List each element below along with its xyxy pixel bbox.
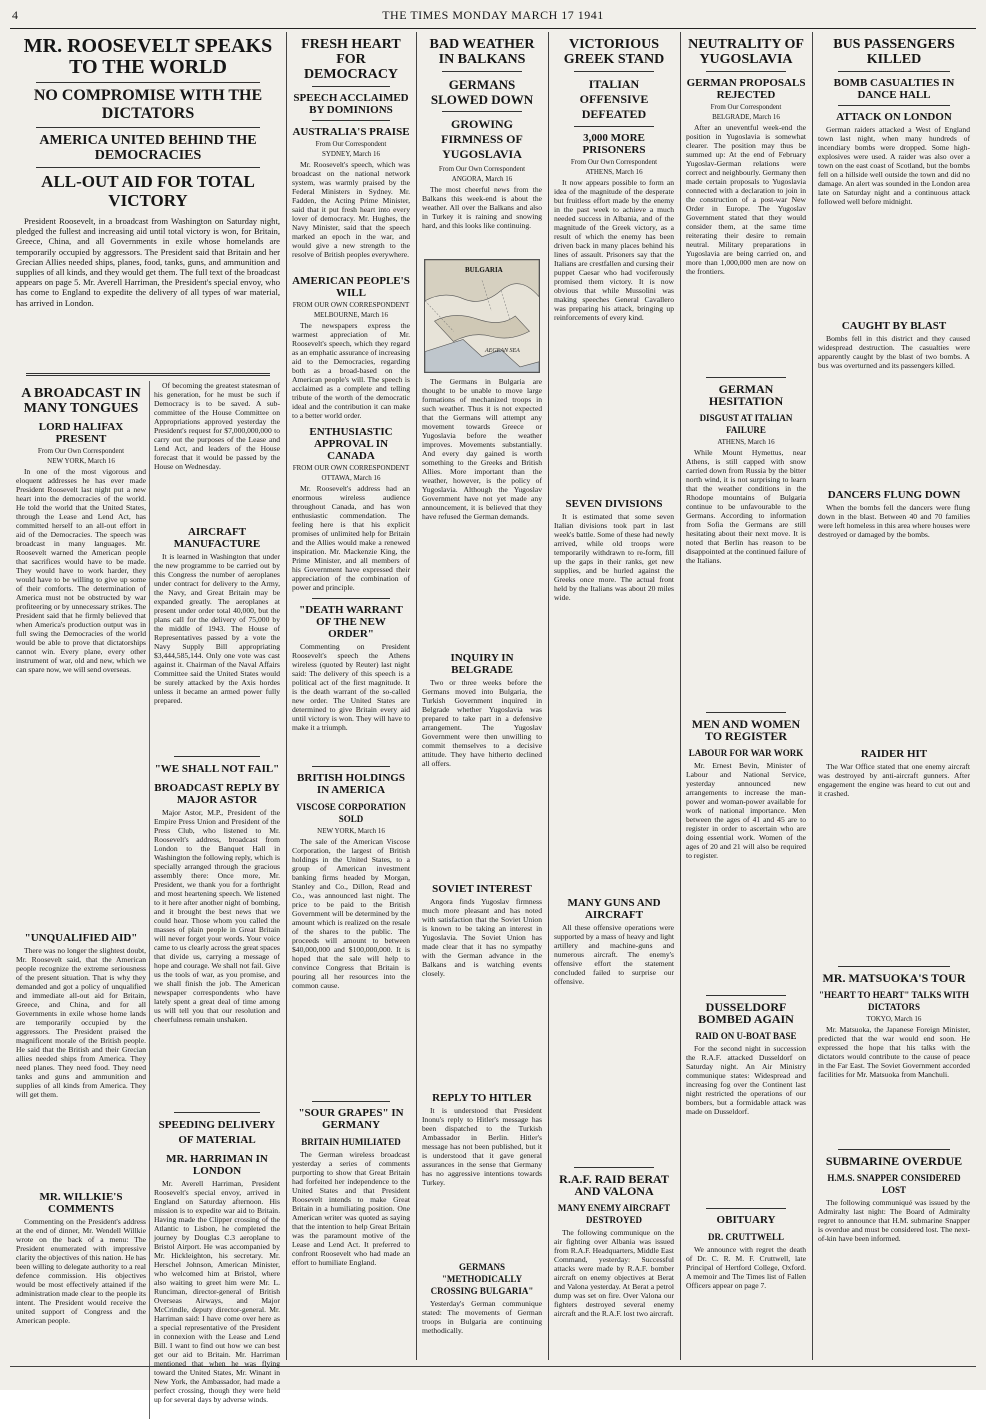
article-body <box>818 1025 970 1145</box>
article-text: Mr. Roosevelt's address had an enormous wireless audience throughout Canada, and has won enthusiastic commendation. The feeling here is that his explicit promises of unlimited help for Britain and the Allies would make a renewed inspiration. Mr. Mackenzie King, the Prime Minister, and all members of his Government have expressed their appreciation of the combination of power and principle. <box>292 484 410 592</box>
subhead: MANY GUNS AND AIRCRAFT <box>567 897 661 921</box>
map-label: BULGARIA <box>465 266 503 274</box>
article-body <box>818 334 970 484</box>
article-body <box>292 321 410 421</box>
subhead: BRITAIN HUMILIATED <box>301 1137 401 1147</box>
dateline: MELBOURNE, March 16 <box>313 311 389 319</box>
subhead: GERMAN HESITATION <box>708 382 784 408</box>
column-4 <box>416 32 548 1360</box>
page-number: 4 <box>12 8 19 22</box>
page-bottom-rule <box>10 1366 976 1367</box>
divider <box>838 71 950 72</box>
article-text: Bombs fell in this district and they caused widespread destruction. The casualties were apparently caught by the blast of two bombs. A bus was overturned and its passengers killed. <box>818 334 970 370</box>
subhead: ATTACK ON LONDON <box>836 111 952 123</box>
article-text: When the bombs fell the dancers were flung down in the blast. Between 40 and 70 families were left homeless in this area where houses were destroyed or damaged by the bombs. <box>818 503 970 539</box>
divider <box>574 71 654 72</box>
subhead: LORD HALIFAX PRESENT <box>38 421 124 445</box>
article-text: Mr. Matsuoka, the Japanese Foreign Minister, predicted that the war would end soon. He expressed the hope that his talks with the dictators would contribute to the cause of peace in the Far East. The Soviet Government accorded facilities for Mr. Matsuoka from Manchuli. <box>818 1025 970 1079</box>
column-6 <box>680 32 812 1360</box>
divider <box>312 120 390 121</box>
dateline: ATHENS, March 16 <box>717 438 775 446</box>
dateline: SYDNEY, March 16 <box>321 150 380 158</box>
article-text: Yesterday's German communique stated: The movements of German troops in Bulgaria are continuing methodically. <box>422 1299 542 1335</box>
article-text: Mr. Averell Harriman, President Roosevelt's special envoy, arrived in England on Saturday afternoon. His mission is to expedite war aid to Britain. Having made the Clipper crossing of the Atlantic to Lisbon, he completed the journey by Douglas C.3 aeroplane to Bristol Airport. He was accompanied by Mr. Hickleighton, his secretary. Mr. Herschel Johnson, American Minister, who welcomed him at Bristol, where also waiting to greet him were Mr. L. Runciman, director-general of British Overseas Airways, and Major McCrindle, deputy director-general. Mr. Harriman said: I have come over here as a special representative of the President in connexion with the Lease and Lend Bill. I want to find out how we can best get our aid to Britain. Mr. Harriman mentioned that when he was flying toward the United States, Mr. Winant in New York, the Ambassador, had made a perfect crossing, though they were held up for several days by adverse winds. <box>154 1179 280 1404</box>
masthead-rule <box>10 28 976 29</box>
article-text: German raiders attacked a West of England town last night, when many hundreds of incendiary bombs were dropped. Some high-explosives were used. A raider was also over a town on the east coast of Scotland, but the bombs fell on a hillside well outside the town and did no damage. An alert was sounded in the London area late on Saturday night and a continuous attack followed well before midnight. <box>818 125 970 206</box>
subhead: "SOUR GRAPES" IN GERMANY <box>298 1107 404 1131</box>
article-body <box>292 160 410 270</box>
headline: 3,000 MORE PRISONERS <box>582 132 646 156</box>
divider <box>442 71 522 72</box>
subhead: SEVEN DIVISIONS <box>565 498 663 510</box>
article-text: Commenting on President Roosevelt's speech the Athens wireless (quoted by Reuter) last night said: The delivery of this speech is a political act of the first magnitude. It is the death warrant of the so-called new order. The United States are determined to give Britain every aid until victory is won. They will have to make it a triumph. <box>292 642 410 732</box>
article-body <box>818 762 970 962</box>
divider <box>442 111 522 112</box>
byline: From Our Own Correspondent <box>37 447 125 455</box>
article-body <box>422 1299 542 1339</box>
byline: FROM OUR OWN CORRESPONDENT <box>292 464 410 472</box>
divider <box>312 598 390 599</box>
article-body <box>292 642 410 762</box>
subhead: DISGUST AT ITALIAN FAILURE <box>699 413 793 435</box>
headline: GROWING FIRMNESS OF YUGOSLAVIA <box>441 117 523 161</box>
article-text: Angora finds Yugoslav firmness much more pleasant and has noted with satisfaction that the Soviet Union is known to be taking an interest in Yugoslavia. The Soviet Union has made clear that it has no sympathy with the German advance in the Balkans and is watching events closely. <box>422 897 542 978</box>
article-body <box>422 1106 542 1256</box>
subhead: CAUGHT BY BLAST <box>841 320 947 332</box>
article-text: The newspapers express the warmest appreciation of Mr. Roosevelt's speech, which they regard as an emphatic assurance of increasing aid to the Democracies, regarding both as a broad-based on the American people's will. The speech is acclaimed as a complete and telling tribute of the worth of the democratic ideal and the contribution it can make to a better world order. <box>292 321 410 420</box>
byline: From Our Correspondent <box>315 140 387 148</box>
subhead: "HEART TO HEART" TALKS WITH DICTATORS <box>819 990 969 1012</box>
subhead: RAIDER HIT <box>860 748 928 760</box>
dateline: BELGRADE, March 16 <box>712 113 780 121</box>
divider <box>574 1167 654 1168</box>
article-body <box>292 1150 410 1370</box>
dateline: ANGORA, March 16 <box>451 175 513 183</box>
subhead: INQUIRY IN BELGRADE <box>450 652 514 676</box>
article-body <box>422 897 542 1087</box>
article-text: The Germans in Bulgaria are thought to be unable to move large formations of mechanized troops in such weather. Thus it is not expected that the Germans will attempt any movement towards Greece or Yugoslavia before the weather improves. Movements substantially. And every day gained is worth something to the Greeks and British Allies. More important than the weather, however, is the policy of Yugoslavia. Although the Yugoslav Government have not yet made any announcement, it is believed that they have refused the German demands. <box>422 377 542 521</box>
article-body <box>554 923 674 1163</box>
article-text: Two or three weeks before the Germans moved into Bulgaria, the Turkish Government inquired in Belgrade whether Yugoslavia was prepared to take part in a defensive arrangement. The Yugoslav Government were then unwilling to commit themselves to a decisive attitude. They have hitherto declined all offers. <box>422 678 542 768</box>
article-body <box>422 678 542 878</box>
column-7 <box>812 32 976 1360</box>
byline: FROM OUR OWN CORRESPONDENT <box>292 301 410 309</box>
column-3 <box>286 32 416 1360</box>
byline: From Our Correspondent <box>710 103 782 111</box>
subhead: AUSTRALIA'S PRAISE <box>292 126 410 138</box>
subhead: REPLY TO HITLER <box>432 1092 532 1104</box>
dateline: NEW YORK, March 16 <box>317 827 385 835</box>
headline: ITALIAN OFFENSIVE DEFEATED <box>579 77 649 121</box>
article-text: The following communique on the air fighting over Albania was issued from R.A.F. Headquarters, Middle East Command, yesterday: Successful attacks were made by R.A.F. bomber aircraft on enemy objectives at Berat and Valona yesterday. At Berat a petrol dump was set on fire. Over Valona our fighters destroyed several enemy aircraft and the R.A.F. lost two aircraft. <box>554 1228 674 1318</box>
article-body <box>154 552 280 752</box>
divider <box>838 1149 950 1150</box>
article-text: The most cheerful news from the Balkans this week-end is about the weather. All over the Balkans and also in Turkey it is raining and snowing hard, and this looks like continuing. <box>422 185 542 230</box>
intro-text: President Roosevelt, in a broadcast from Washington on Saturday night, pledged the fullest and increasing aid until total victory is won, for Britain, Greece, China, and all Governments in exile whose homelands are temporarily occupied by aggressors. The President said that Britain and her Grecian Allies needed ships, planes, food, tanks, guns, and ammunition and supplies of all kinds, and they would get them. The full text of the broadcast appears on page 5. Mr. Averell Harriman, the President's special envoy, who has come to England to expedite the delivery of all types of war material, has arrived in London. <box>16 216 280 308</box>
article-body <box>422 377 542 647</box>
article-body <box>686 1245 806 1305</box>
headline: SPEECH ACCLAIMED BY DOMINIONS <box>293 92 409 116</box>
article-body <box>686 123 806 373</box>
balkans-map <box>424 259 540 373</box>
column-1 <box>10 32 286 1404</box>
map-sea-label: AEGEAN SEA <box>485 348 520 354</box>
article-text: It now appears possible to form an idea of the magnitude of the desperate but fruitless effort made by the enemy in the past week to achieve a much needed success in Albania, and of the magnitude of the Greek victory, as a result of which the enemy has been driven back in many places behind his lines of assault. Prisoners say that the Italians are crestfallen and cursing their puppet Caesar who had vociferously promised them victory. It is now obvious that while Mussolini was making speeches General Cavallero was preparing his attack, bringing up reinforcements of every kind. <box>554 178 674 322</box>
divider <box>174 1112 260 1113</box>
article-text: It is learned in Washington that under the new programme to be carried out by this Congress the number of aeroplanes under contract for delivery to the Army, the Navy, and Great Britain may be expanded greatly. The aeroplanes at present under order total 40,000, but the plans call for the delivery of 75,000 by the middle of 1943. The House of Representatives passed by a vote the Navy Supply Bill appropriating $3,444,585,144. Only one vote was cast against it. Chairman of the Naval Affairs Committee said the United States would be surely attacked by the Axis hordes unless it became an armed power fully prepared. <box>154 552 280 705</box>
article-body <box>686 448 806 708</box>
subhead: DUSSELDORF BOMBED AGAIN <box>698 1000 794 1026</box>
article-text: There was no longer the slightest doubt, Mr. Roosevelt said, that the American people recognize the extreme seriousness of the present situation. That is why they demanded and got a policy of unqualified and immediate all-out aid for Britain, Greece, and China, and for all Governments in exile whose home lands are temporarily occupied by the aggressors. The President praised the magnificent morale of the British people. He said that the British and their Grecian allies needed ships from America. They need planes. They need food. They need tanks and guns and ammunition and supplies of all kinds from America. They will get them. <box>16 946 146 1099</box>
subhead: A BROADCAST IN MANY TONGUES <box>21 386 141 416</box>
divider <box>312 766 390 767</box>
subhead: MR. HARRIMAN IN LONDON <box>166 1153 268 1177</box>
headline: GERMANS SLOWED DOWN <box>430 77 534 107</box>
article-body <box>686 761 806 991</box>
headline: GERMAN PROPOSALS REJECTED <box>686 77 806 101</box>
article-body <box>16 467 146 927</box>
subhead: R.A.F. RAID BERAT AND VALONA <box>559 1172 669 1198</box>
divider <box>706 995 786 996</box>
subhead: "DEATH WARRANT OF THE NEW ORDER" <box>299 604 403 640</box>
subhead: DR. CRUTTWELL <box>707 1232 784 1242</box>
article-text: The German wireless broadcast yesterday a series of comments purporting to show that Great Britain had forfeited her independence to the United States and that President Roosevelt intends to make Great Britain in a humiliating position. One American writer was quoted as saying that the intention to help Great Britain was the paramount motive of the Lease and Lend Act. It preferred to confront Roosevelt who had made an effort to humiliate England. <box>292 1150 410 1267</box>
byline: From Our Own Correspondent <box>438 165 526 173</box>
headline-main: MR. ROOSEVELT SPEAKS TO THE WORLD <box>23 35 273 78</box>
subhead: "WE SHALL NOT FAIL" <box>154 763 280 775</box>
article-body <box>292 484 410 594</box>
article-text: We announce with regret the death of Dr. C. R. M. F. Cruttwell, late Principal of Hertford College, Oxford. A memoir and The Times list of Fallen Officers appear on page 7. <box>686 1245 806 1290</box>
article-text: The sale of the American Viscose Corporation, the largest of British holdings in the United States, to a group of American investment banking firms headed by Morgan, Stanley and Co., Dillon, Read and Co., was announced last night. The price to be paid to the British Government will be determined by the amount which is realized on the resale of the shares to the public. The proceeds will amount to between $40,000,000 and $100,000,000. It is hoped that the sale will help to convince Congress that Britain is pouring all her resources into the common cause. <box>292 837 410 990</box>
newspaper-title: THE TIMES MONDAY MARCH 17 1941 <box>382 8 604 22</box>
article-body <box>16 1217 146 1357</box>
article-text: Of becoming the greatest statesman of his generation, for he must be such if Democracy is to be saved. A sub-committee of the House Committee on Appropriations approved yesterday the President's request for $7,000,000,000 to carry out the purposes of the Lease and Lend Act, and leaders of the House forecast that it would be passed by the House on Wednesday. <box>154 381 280 471</box>
subhead: "UNQUALIFIED AID" <box>24 932 138 944</box>
divider <box>706 1208 786 1209</box>
intro-paragraph <box>16 216 280 368</box>
article-body <box>818 1198 970 1348</box>
divider <box>706 377 786 378</box>
headline-tertiary: AMERICA UNITED BEHIND THE DEMOCRACIES <box>39 133 257 163</box>
subhead: MANY ENEMY AIRCRAFT DESTROYED <box>557 1203 671 1225</box>
article-body <box>554 178 674 493</box>
article-text: While Mount Hymettus, near Athens, is still capped with snow carried down from Russia by the bitter north wind, it is not surprising to learn that the weather conditions in the Rhodope mountains of Bulgaria continue to be unfavourable to the Germans. According to information from Sofia the Germans are still hesitating about their next move. It is noted that Berlin has reason to be disappointed at the continued failure of the Italians. <box>686 448 806 565</box>
subhead: ENTHUSIASTIC APPROVAL IN CANADA <box>309 426 393 462</box>
headline-fourth: ALL-OUT AID FOR TOTAL VICTORY <box>41 172 255 210</box>
headline-secondary: NO COMPROMISE WITH THE DICTATORS <box>33 87 263 122</box>
article-body <box>686 1044 806 1204</box>
article-body <box>554 512 674 892</box>
article-text: The following communiqué was issued by the Admiralty last night: The Board of Admiralty regret to announce that H.M. submarine Snapper is overdue and must be considered lost. The next-of-kin have been informed. <box>818 1198 970 1243</box>
divider <box>174 756 260 757</box>
article-body <box>154 1179 280 1419</box>
subhead: AIRCRAFT MANUFACTURE <box>173 526 261 550</box>
subhead: SOVIET INTEREST <box>432 883 532 895</box>
article-body <box>16 946 146 1186</box>
article-body <box>422 185 542 255</box>
divider <box>36 82 260 83</box>
article-text: After an uneventful week-end the position in Yugoslavia is somewhat clearer. The position may thus be summed up: At the end of February Yugoslav-German relations were correct and neighbourly. Germany then made certain proposals to Yugoslavia connected with a declaration to join in the construction of a post-war New Order in Europe. The Yugoslav Government stated that they would consider them, at the same time reiterating their desire to remain neutral. Military preparations in Yugoslavia are being carried on, and more than 1,000,000 men are now on the frontiers. <box>686 123 806 276</box>
article-body <box>154 381 280 521</box>
article-body <box>554 1228 674 1428</box>
subhead: H.M.S. SNAPPER CONSIDERED LOST <box>827 1173 961 1195</box>
subhead: GERMANS "METHODICALLY CROSSING BULGARIA" <box>430 1262 534 1296</box>
dateline: NEW YORK, March 16 <box>47 457 115 465</box>
subhead: BROADCAST REPLY BY MAJOR ASTOR <box>154 782 280 806</box>
subhead: MR. WILLKIE'S COMMENTS <box>39 1191 123 1215</box>
byline: From Our Own Correspondent <box>570 158 658 166</box>
divider <box>838 966 950 967</box>
divider <box>312 1101 390 1102</box>
headline: NEUTRALITY OF YUGOSLAVIA <box>688 37 804 67</box>
divider <box>574 126 654 127</box>
article-text: For the second night in succession the R.A.F. attacked Dusseldorf on Saturday night. An Air Ministry communique states: Widespread and increasing fog over the Continent last night restricted the operations of our bombers, but a formidable attack was made on Dusseldorf. <box>686 1044 806 1116</box>
subhead: AMERICAN PEOPLE'S WILL <box>292 275 410 299</box>
article-text: In one of the most vigorous and eloquent addresses he has ever made President Roosevelt last night put a new heart into the democracies of the world. He told the world that the United States, through the Lease and Lend Act, has committed herself to an all-out effort in aid of the Democracies. The speech was broadcast in many languages. Mr. Roosevelt warned the American people that sacrifices would have to be made. They would have to work harder, they would have to be willing to give up some of their comforts. The determination of America must not be obstructed by war profiteering or by unnecessary strikes. The President said that he firmly believed that when America's production output was in full swing the Democracies of the world would be able to prove that dictatorships cannot win. Every plane, every other instrument of war, old and new, which we can spare now, we will send overseas. <box>16 467 146 674</box>
article-text: Major Astor, M.P., President of the Empire Press Union and President of the Press Club, who listened to Mr. Roosevelt's address, broadcast from London to the Banquet Hall in Washington the following reply, which is specially arranged through the gracious assembly there: Once more, Mr. President, we thank you for a forthright and most heartening speech. We listened to it here after another night of bombing, and it brought the best news that we could hear. Those whom you called the masses of plain people in Great Britain will never forget your words. Your voice came to us clearly across the great spaces that divide us, carrying a message of hope and courage. We shall not fail. Give us the tools of war, as you promise, and we shall finish the job. The American newspaper correspondents who have lately spent a great deal of time among us will tell you that our resolution and cheerfulness remain unshaken. <box>154 808 280 1024</box>
article-text: Mr. Ernest Bevin, Minister of Labour and National Service, yesterday announced new arrangements to increase the man-power and woman-power available for work of national importance. Men between the ages of 41 and 45 are to register in order to ascertain who are doing essential work. Women of the ages of 20 and 21 will also be required to register. <box>686 761 806 860</box>
divider <box>36 167 260 168</box>
article-body <box>154 808 280 1108</box>
subhead: MEN AND WOMEN TO REGISTER <box>691 717 801 743</box>
headline: FRESH HEART FOR DEMOCRACY <box>301 37 401 82</box>
headline: VICTORIOUS GREEK STAND <box>563 37 665 67</box>
divider <box>706 71 786 72</box>
dateline: ATHENS, March 16 <box>585 168 643 176</box>
article-text: It is understood that President Inonu's reply to Hitler's message has been dispatched to the Turkish Ambassador in Berlin. Hitler's message has not been published, but it is understood that it gave general assurances in the sense that Germany has no aggressive intentions towards Turkey. <box>422 1106 542 1187</box>
map-drawing <box>425 260 539 372</box>
divider <box>706 712 786 713</box>
article-text: Commenting on the President's address at the end of dinner, Mr. Wendell Willkie wrote on the back of a menu: The President enumerated with impressive clarity the objectives of this nation. He has been willing to delegate authority to a real defence commission. His objectives would be most effectively attained if the administration made clear to the people its intent. The President would receive the united support of Congress and the American people. <box>16 1217 146 1325</box>
subhead: BRITISH HOLDINGS IN AMERICA <box>297 772 405 796</box>
article-text: All these offensive operations were supported by a mass of heavy and light artillery and machine-guns and numerous aircraft. The enemy's offensive effort the statement concluded failed to surprise our offensive. <box>554 923 674 986</box>
subhead: VISCOSE CORPORATION SOLD <box>296 802 406 824</box>
subhead: LABOUR FOR WAR WORK <box>688 748 804 758</box>
divider <box>26 373 270 376</box>
divider <box>312 86 390 87</box>
subhead: OBITUARY <box>716 1214 776 1226</box>
headline: BOMB CASUALTIES IN DANCE HALL <box>833 77 955 101</box>
article-text: Mr. Roosevelt's speech, which was broadcast on the national network system, was warmly praised by the Federal Ministers in Sydney. Mr. Fadden, the Acting Prime Minister, said that it put fresh heart into every lover of democracy. Mr. Hughes, the Navy Minister, said that the speech marked an epoch in the war, and would give a new strength to the resolve of British peoples everywhere. <box>292 160 410 259</box>
subhead: DANCERS FLUNG DOWN <box>827 489 961 501</box>
article-text: It is estimated that some seven Italian divisions took part in last week's battle. Some of these had newly arrived, while old troops were temporarily withdrawn to re-form, fill up the gaps in their ranks, get new supplies, and be hurled against the Greeks once more. The actual front held by the Italians was about 20 miles wide. <box>554 512 674 602</box>
masthead <box>10 6 976 24</box>
dateline: OTTAWA, March 16 <box>321 474 381 482</box>
dateline: TOKYO, March 16 <box>866 1015 922 1023</box>
subhead: SUBMARINE OVERDUE <box>825 1154 963 1168</box>
headline: BUS PASSENGERS KILLED <box>833 37 955 67</box>
column-5 <box>548 32 680 1360</box>
article-body <box>292 837 410 1097</box>
article-body <box>818 125 970 315</box>
subhead: SPEEDING DELIVERY OF MATERIAL <box>158 1119 276 1146</box>
article-text: The War Office stated that one enemy aircraft was destroyed by anti-aircraft gunners. After engagement the engine was heard to cut out and it crashed. <box>818 762 970 798</box>
subhead: RAID ON U-BOAT BASE <box>695 1031 797 1041</box>
headline: BAD WEATHER IN BALKANS <box>429 37 535 67</box>
article-body <box>818 503 970 743</box>
divider <box>36 127 260 128</box>
divider <box>838 105 950 106</box>
subhead: MR. MATSUOKA'S TOUR <box>822 971 966 985</box>
